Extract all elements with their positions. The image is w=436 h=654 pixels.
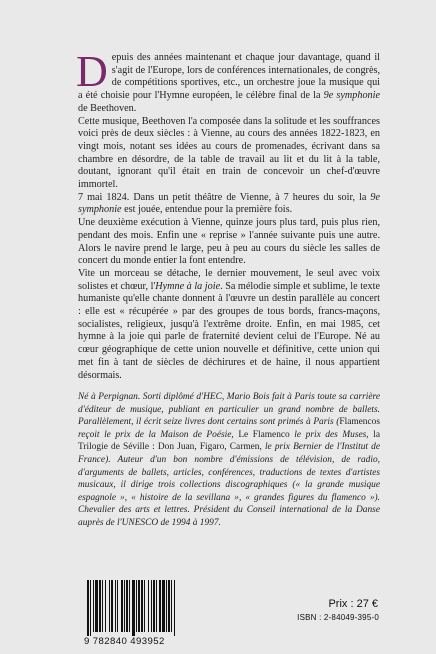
- barcode-bar: [151, 580, 152, 632]
- bio-part-4: le prix Bernier de l'Institut de France). Auteur d'un bon nombre d'émissions de télévision, de radio, d'arguments de ballets, articles, conférences, traductions de textes d'artistes musicaux, il dirige trois collections discographiques (« la grande musique espagnole », « histoire de la sevillana », « grandes figures du flamenco »). Chevalier des arts et lettres. Président du Conseil international de la Danse auprès de l'UNESCO de 1994 à 1997.: [78, 442, 380, 528]
- barcode-bar: [121, 580, 123, 632]
- barcode-bar: [141, 580, 143, 632]
- barcode-bar: [153, 580, 155, 632]
- barcode-bar: [126, 580, 128, 632]
- barcode-bar: [162, 580, 165, 632]
- barcode-bar: [159, 580, 161, 632]
- isbn-label: ISBN : 2-84049-395-0: [297, 613, 379, 622]
- barcode-bar: [102, 580, 103, 632]
- barcode-bar: [174, 580, 175, 636]
- barcode-bar: [171, 580, 172, 632]
- barcode-bar: [136, 580, 137, 632]
- barcode-bar: [132, 580, 135, 636]
- symphony-title-2: 9e symphonie: [78, 191, 380, 216]
- author-bio: [78, 391, 380, 530]
- barcode-bar: [111, 580, 113, 632]
- bio-text: [78, 391, 380, 530]
- bio-part-3: le prix des Muses,: [289, 429, 374, 440]
- paragraph-1-text: epuis des années maintenant et chaque jour davantage, quand il s'agit de l'Europe, lors de conférences internationales, de congrès, de compétitions sportives, etc., un orchestre joue la musique qui a été choisie pour l'Hymne européen, le célèbre final de la: [78, 52, 380, 102]
- barcode: [84, 578, 202, 636]
- paragraph-3: [78, 192, 380, 217]
- barcode-digits: 9 782840 493952: [84, 636, 165, 647]
- paragraph-5-start: Vite un morceau se détache, le dernier mouvement, le seul avec voix solistes et chœur, l': [78, 267, 380, 292]
- barcode-bar: [87, 580, 89, 636]
- barcode-bar: [115, 580, 116, 632]
- book-title-flamencos: Flamencos: [339, 417, 380, 428]
- paragraph-1-end: de Beethoven.: [78, 102, 137, 114]
- barcode-bar: [95, 580, 98, 632]
- barcode-bar: [129, 580, 130, 632]
- barcode-bar: [93, 580, 94, 632]
- main-text-block: [76, 47, 381, 382]
- book-title-le-flamenco: Le Flamenco: [238, 429, 290, 440]
- paragraph-5-end: . Sa mélodie simple et sublime, le texte humaniste qu'elle chante donnent à l'œuvre un destin parallèle au concert : elle est « récupérée » par des groupes de tous bords, francs-maçons, socialistes, religieux, jusqu'à l'extrême droite. Enfin, en mai 1985, cet hymne à la joie qui parle de fraternité devient celui de l'Europe. Né au cœur géographique de cette union nouvelle et définitive, cette union qui met fin à tant de siècles de déchirures et de haine, il nous appartient désormais.: [78, 280, 380, 381]
- barcode-bar: [124, 580, 125, 632]
- bio-part-2: reçoit le prix de la Maison de Poésie,: [78, 429, 239, 440]
- hymne-title: Hymne à la joie: [155, 280, 221, 292]
- paragraph-3-start: 7 mai 1824. Dans un petit théâtre de Vienne, à 7 heures du soir, la: [78, 191, 371, 203]
- paragraph-3-end: est jouée, entendue pour la première fois.: [121, 204, 293, 216]
- barcode-bar: [117, 580, 118, 632]
- paragraph-5: [78, 268, 380, 382]
- barcode-bar: [156, 580, 157, 632]
- barcode-bar: [99, 580, 101, 632]
- price-label: Prix : 27 €: [328, 598, 378, 610]
- symphony-title: 9e symphonie: [323, 90, 381, 102]
- barcode-bar: [148, 580, 149, 632]
- paragraph-4: Une deuxième exécution à Vienne, quinze jours plus tard, puis plus rien, pendant des mois. Enfin une « reprise » l'année suivante puis une autre. Alors le navire prend le large, peu à peu au cours du siècle les salles de concert du monde entier la font entendre.: [78, 217, 380, 267]
- barcode-bar: [138, 580, 140, 632]
- paragraph-2: Cette musique, Beethoven l'a composée dans la solitude et les souffrances voici près de deux siècles : à Vienne, au cours des années 1822-1823, en vingt mois, notant ses idées au cours de promenades, écrivant dans sa chambre en désordre, de la table de travail au lit et du lit à la table, doutant, ignorant qu'il était en train de concevoir un chef-d'œuvre immortel.: [78, 115, 380, 191]
- book-title-trilogie: la Trilogie de Séville : Don Juan, Figaro, Carmen,: [78, 429, 380, 453]
- barcode-bar: [90, 580, 91, 636]
- barcode-bar: [109, 580, 110, 632]
- paragraph-1: [76, 47, 381, 116]
- bio-part-1: Né à Perpignan. Sorti diplômé d'HEC, Mario Bois fait à Paris toute sa carrière d'éditeur de musique, publiant en particulier un grand nombre de ballets. Parallèlement, il écrit seize livres dont certains sont primés à Paris (: [78, 392, 380, 428]
- barcode-bar: [166, 580, 167, 632]
- barcode-bar: [105, 580, 106, 632]
- barcode-bar: [168, 580, 170, 632]
- barcode-bar: [144, 580, 145, 632]
- drop-cap: D: [76, 47, 108, 96]
